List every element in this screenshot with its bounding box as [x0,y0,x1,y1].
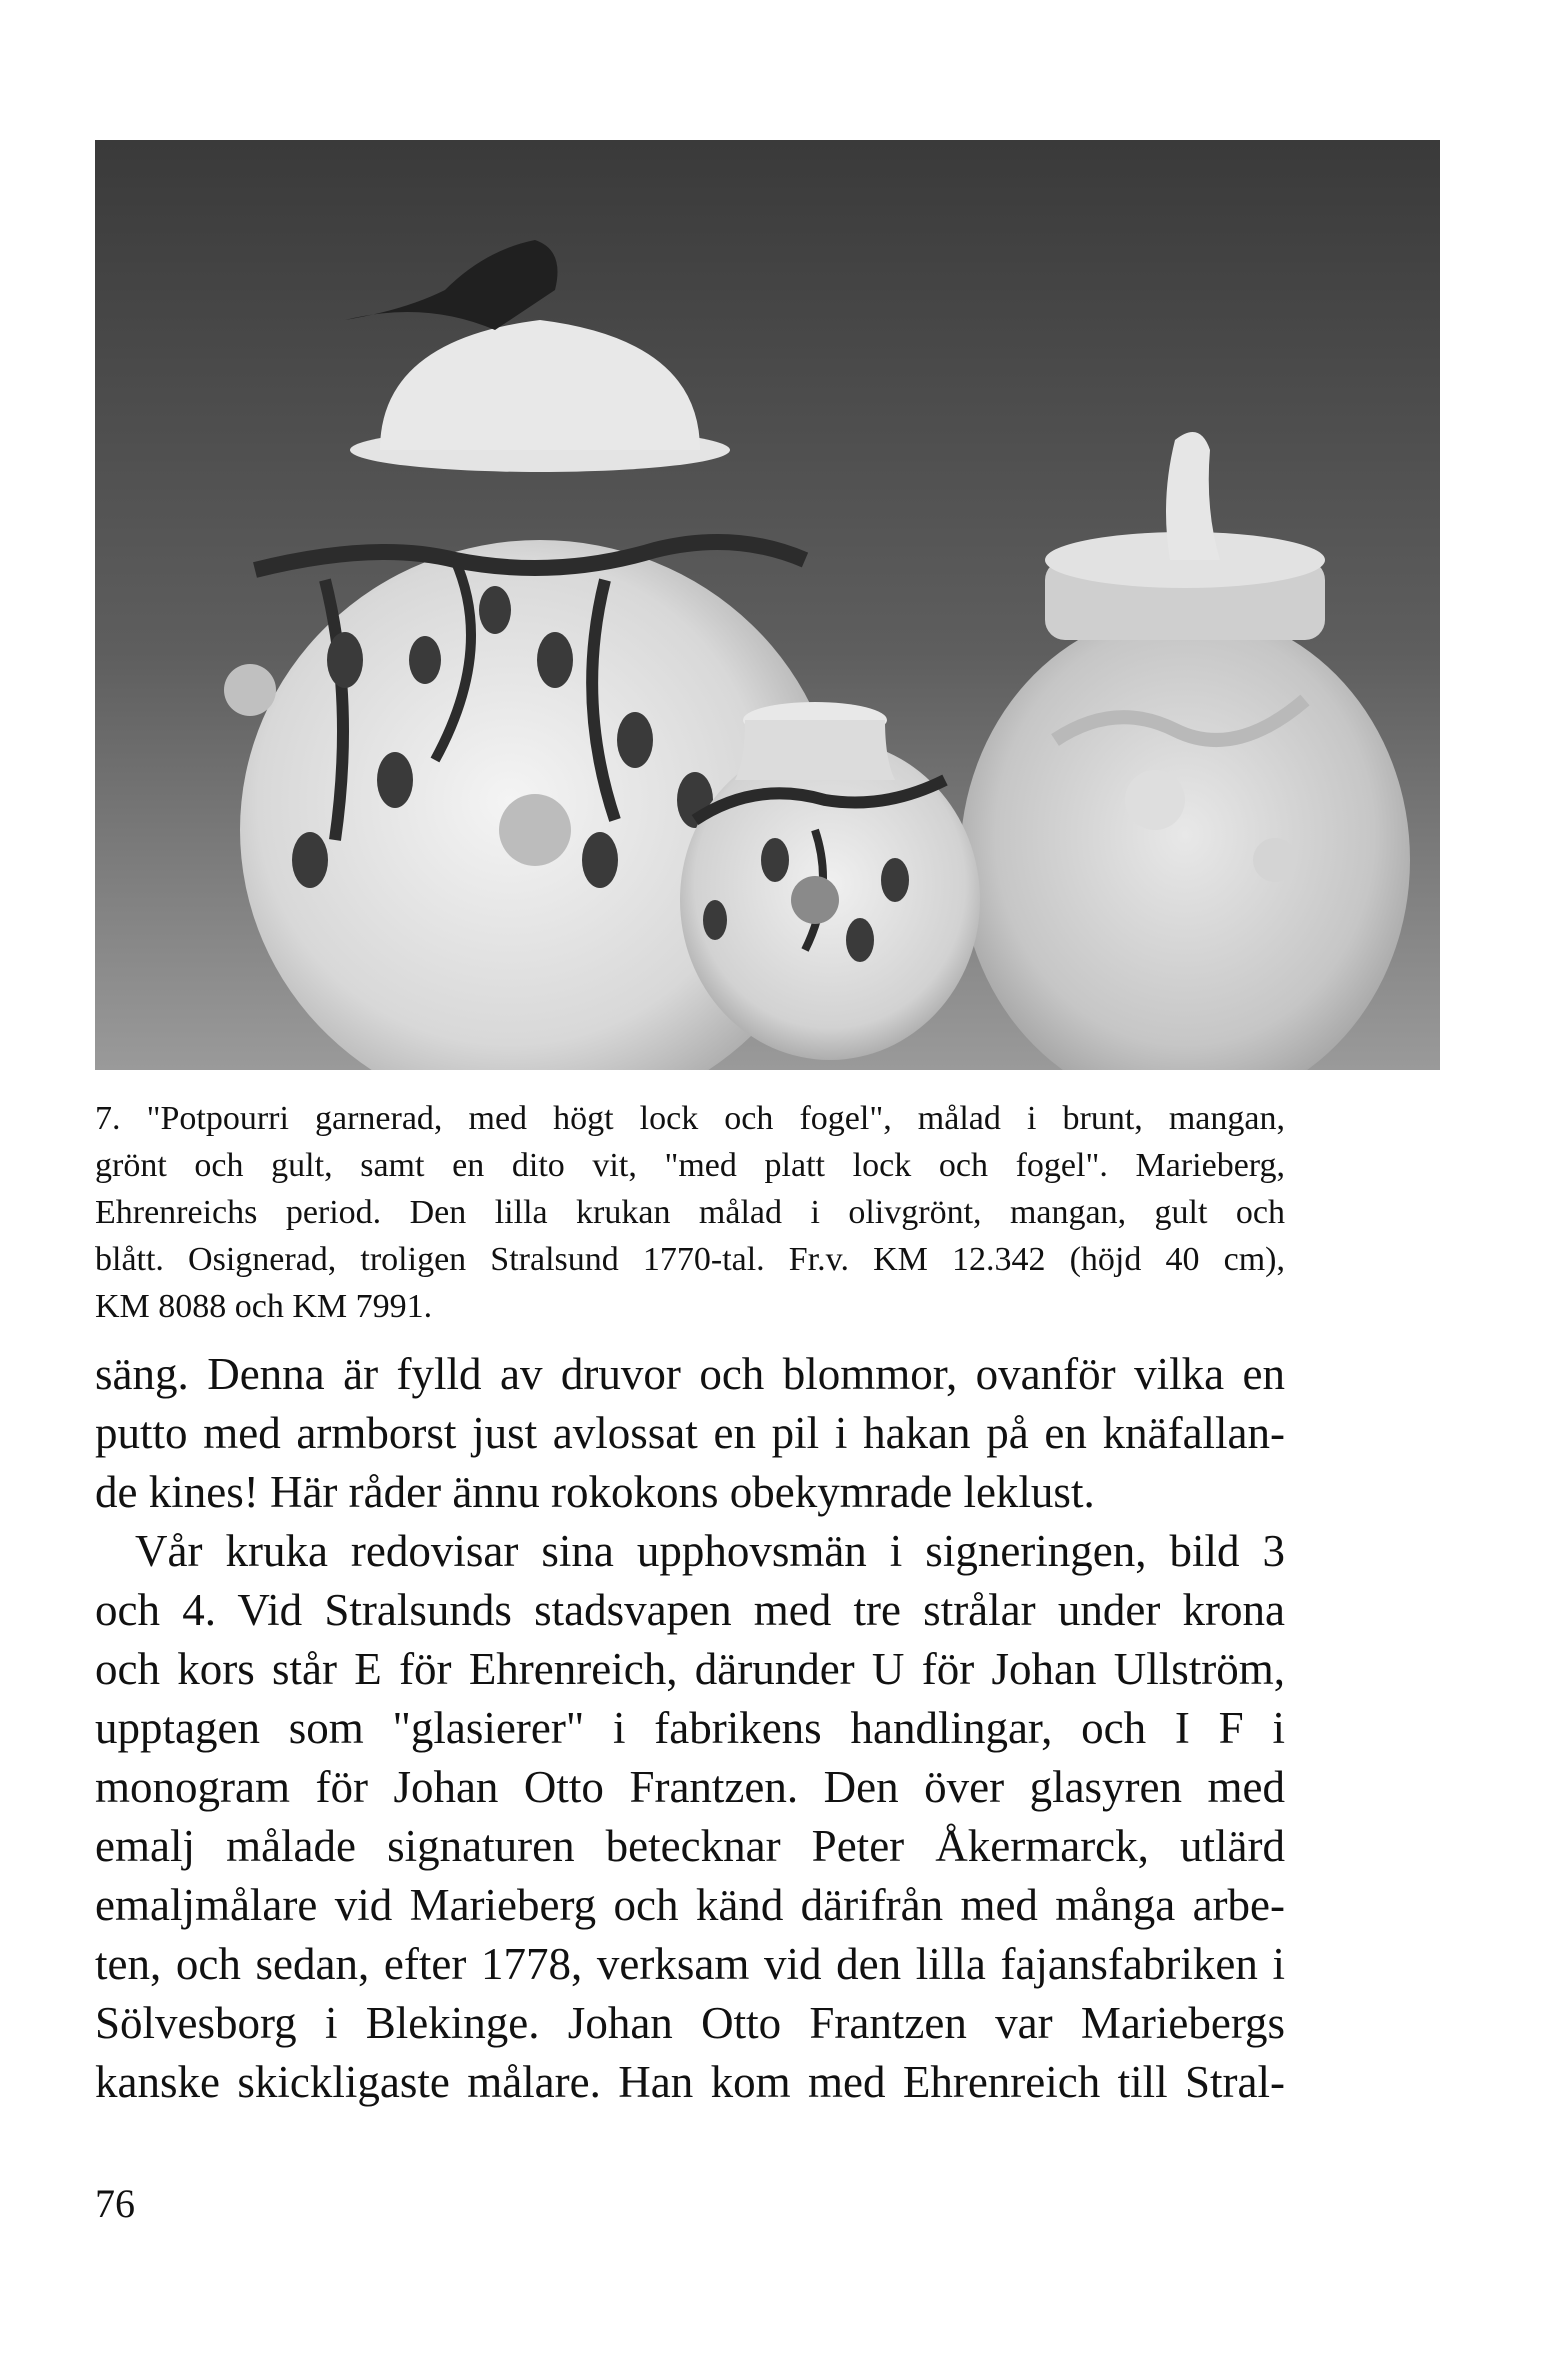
caption-line: grönt och gult, samt en dito vit, "med platt lock och fogel". Marieberg, [95,1147,1285,1184]
photograph-potpourri-vases [95,140,1440,1070]
body-line: monogram för Johan Otto Frantzen. Den över glasyren med [95,1762,1285,1812]
caption-line: KM 8088 och KM 7991. [95,1288,433,1325]
caption-line: blått. Osignerad, troligen Stralsund 1770-tal. Fr.v. KM 12.342 (höjd 40 cm), [95,1241,1285,1278]
body-line: Sölvesborg i Blekinge. Johan Otto Frantzen var Mariebergs [95,1998,1285,2048]
caption-line: 7. "Potpourri garnerad, med högt lock och fogel", målad i brunt, mangan, [95,1100,1285,1137]
body-line: Vår kruka redovisar sina upphovsmän i signeringen, bild 3 [135,1526,1285,1576]
body-line: ten, och sedan, efter 1778, verksam vid den lilla fajansfabriken i [95,1939,1285,1989]
body-line: och kors står E för Ehrenreich, därunder U för Johan Ullström, [95,1644,1285,1694]
body-line: och 4. Vid Stralsunds stadsvapen med tre strålar under krona [95,1585,1285,1635]
body-line: kanske skickligaste målare. Han kom med Ehrenreich till Stral- [95,2057,1285,2107]
body-line: de kines! Här råder ännu rokokons obekymrade leklust. [95,1467,1095,1517]
body-line: emalj målade signaturen betecknar Peter Åkermarck, utlärd [95,1821,1285,1871]
page-number: 76 [95,2181,135,2226]
body-line: säng. Denna är fylld av druvor och blommor, ovanför vilka en [95,1349,1285,1399]
body-text [95,1345,1285,2112]
body-line: emaljmålare vid Marieberg och känd därifrån med många arbe- [95,1880,1285,1930]
body-line: upptagen som "glasierer" i fabrikens handlingar, och I F i [95,1703,1285,1753]
figure-caption [95,1095,1285,1330]
body-line: putto med armborst just avlossat en pil i hakan på en knäfallan- [95,1408,1285,1458]
photo-icon [95,140,1440,1070]
caption-line: Ehrenreichs period. Den lilla krukan målad i olivgrönt, mangan, gult och [95,1194,1285,1231]
